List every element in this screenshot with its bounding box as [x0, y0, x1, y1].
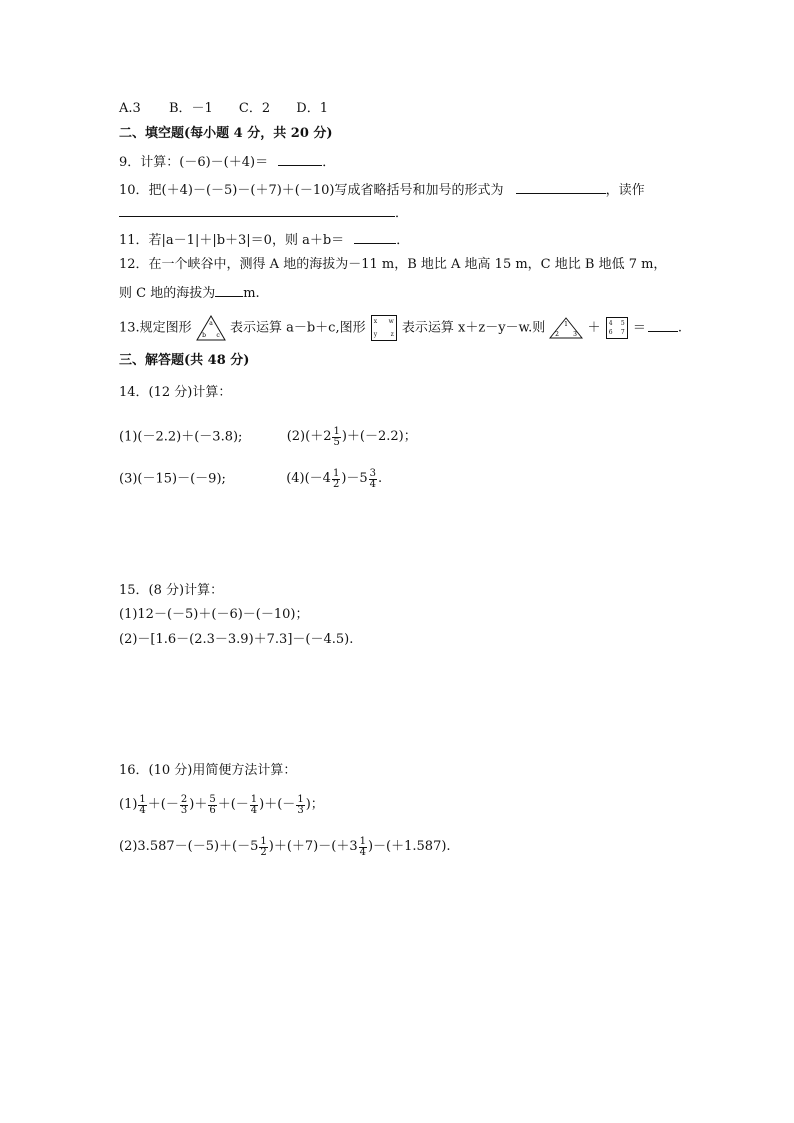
answer-blank[interactable]: [119, 203, 395, 217]
fraction: [259, 837, 267, 858]
question-13-plus: ＋: [587, 320, 601, 336]
section-title-fill-blank: 二、填空题(每小题 4 分，共 20 分): [119, 126, 333, 141]
question-12-line1: 12．在一个峡谷中，测得 A 地的海拔为－11 m，B 地比 A 地高 15 m，C 地比 B 地低 7 m，: [119, 257, 667, 272]
fraction: [359, 837, 367, 858]
choice-d: D．1: [296, 101, 328, 116]
question-10-text: 10．把(＋4)－(－5)－(＋7)＋(－10)写成省略括号和加号的形式为: [119, 183, 504, 198]
triangle-figure-abc: [196, 315, 226, 341]
answer-blank[interactable]: [354, 230, 396, 244]
answer-blank[interactable]: [215, 283, 243, 297]
question-15-part1: (1)12－(－5)＋(－6)－(－10)；: [119, 607, 309, 622]
numerator: 2: [180, 793, 188, 805]
square-figure-xwyz: [371, 315, 397, 341]
expr-text: )－(＋1.587).: [367, 839, 451, 854]
denominator: 3: [297, 804, 304, 816]
question-13-part2: 表示运算 a－b＋c,图形: [229, 320, 366, 336]
question-10-line2: [119, 203, 408, 223]
question-13-end: .: [677, 320, 682, 336]
question-13-part1: 13.规定图形: [119, 320, 192, 336]
expr-text: )－5: [341, 471, 368, 486]
question-10: [119, 180, 645, 200]
expr-text: (1): [119, 797, 138, 812]
denominator: 4: [139, 804, 146, 816]
fraction: [208, 795, 216, 816]
question-12-unit: m.: [243, 286, 260, 301]
triangle-left-label: b: [201, 332, 206, 339]
question-14-part3: (3)(－15)－(－9);: [119, 471, 226, 487]
expr-text: ＋(－: [217, 797, 249, 812]
fraction: [332, 469, 340, 490]
numerator: 1: [250, 793, 258, 805]
triangle-figure-123: [549, 317, 583, 339]
numerator: 1: [260, 835, 267, 847]
denominator: 4: [369, 478, 377, 490]
expr-text: )＋(－2.2)；: [341, 429, 417, 444]
square-figure-4567: [606, 317, 628, 339]
square-top-right-label: w: [388, 318, 394, 325]
fraction: [332, 427, 340, 448]
question-14-part2: [287, 424, 417, 450]
fraction: [250, 795, 258, 816]
denominator: 5: [333, 436, 340, 448]
numerator: 1: [333, 425, 340, 437]
choice-c: C．2: [238, 101, 271, 116]
answer-blank[interactable]: [516, 180, 606, 194]
expr-text: )；: [305, 797, 324, 812]
question-13-part3: 表示运算 x＋z－y－w.则: [401, 320, 546, 336]
triangle-right-label: c: [216, 332, 220, 339]
question-11: [119, 230, 409, 250]
denominator: 4: [250, 804, 258, 816]
fraction: [180, 795, 188, 816]
question-12-text: 则 C 地的海拔为: [119, 286, 216, 301]
answer-blank[interactable]: [648, 318, 678, 332]
denominator: 2: [332, 478, 340, 490]
expr-text: )＋(－: [259, 797, 296, 812]
fraction: [296, 795, 304, 816]
expr-text: (2)(＋2: [286, 429, 332, 444]
square-bottom-right-label: z: [390, 331, 394, 338]
denominator: 3: [180, 804, 188, 816]
expr-text: (2)3.587－(－5)＋(－5: [119, 839, 259, 854]
numerator: 5: [209, 793, 216, 805]
fraction: [138, 795, 146, 816]
question-14-heading: 14．(12 分)计算：: [119, 385, 232, 400]
square-bottom-left-label: 6: [608, 329, 613, 336]
question-14-row1: [119, 424, 417, 451]
square-top-left-label: 4: [608, 320, 613, 327]
denominator: 6: [209, 804, 216, 816]
question-15-part2: (2)－[1.6－(2.3－3.9)＋7.3]－(－4.5).: [119, 632, 354, 647]
question-9: [119, 152, 335, 172]
expr-text: ＋(－: [147, 797, 179, 812]
question-10-mid: ，读作: [605, 183, 645, 198]
question-9-text: 9．计算：(－6)－(＋4)＝: [119, 155, 269, 170]
question-12-line2: [119, 283, 260, 303]
choice-a: A.3: [119, 101, 141, 116]
square-top-right-label: 5: [620, 320, 625, 327]
expr-text: )＋: [189, 797, 208, 812]
question-15-heading: 15．(8 分)计算：: [119, 583, 224, 598]
fraction: [369, 469, 377, 490]
expr-text: .: [378, 471, 383, 486]
question-9-end: ．: [322, 155, 336, 170]
numerator: 1: [359, 835, 366, 847]
denominator: 4: [359, 846, 366, 858]
numerator: 3: [369, 467, 377, 479]
triangle-right-label: 3: [573, 331, 578, 338]
question-16-part2: [119, 834, 451, 861]
question-11-end: ．: [396, 233, 410, 248]
question-13: [119, 315, 682, 342]
denominator: 2: [260, 846, 267, 858]
question-10-end: ．: [395, 206, 409, 221]
triangle-left-label: 2: [555, 331, 560, 338]
triangle-top-label: 1: [564, 321, 569, 328]
section-title-solve: 三、解答题(共 48 分): [119, 353, 250, 368]
numerator: 1: [297, 793, 304, 805]
numerator: 1: [139, 793, 146, 805]
question-16-heading: 16．(10 分)用简便方法计算：: [119, 763, 297, 778]
question-14-part4: [286, 466, 382, 492]
question-14-part1: (1)(－2.2)＋(－3.8);: [119, 429, 243, 445]
question-11-text: 11．若|a－1|＋|b＋3|＝0，则 a＋b＝: [119, 233, 345, 248]
answer-choices: [119, 100, 328, 118]
choice-b: B．－1: [168, 101, 213, 116]
square-top-left-label: x: [373, 318, 378, 325]
expr-text: (4)(－4: [286, 471, 331, 486]
answer-blank[interactable]: [278, 152, 322, 166]
expr-text: )＋(＋7)－(＋3: [268, 839, 358, 854]
question-13-equals: ＝: [632, 320, 646, 336]
numerator: 1: [332, 467, 340, 479]
question-14-row2: [119, 466, 382, 493]
question-16-part1: [119, 792, 324, 819]
square-bottom-right-label: 7: [620, 329, 625, 336]
triangle-top-label: a: [209, 320, 213, 327]
square-bottom-left-label: y: [373, 331, 378, 338]
